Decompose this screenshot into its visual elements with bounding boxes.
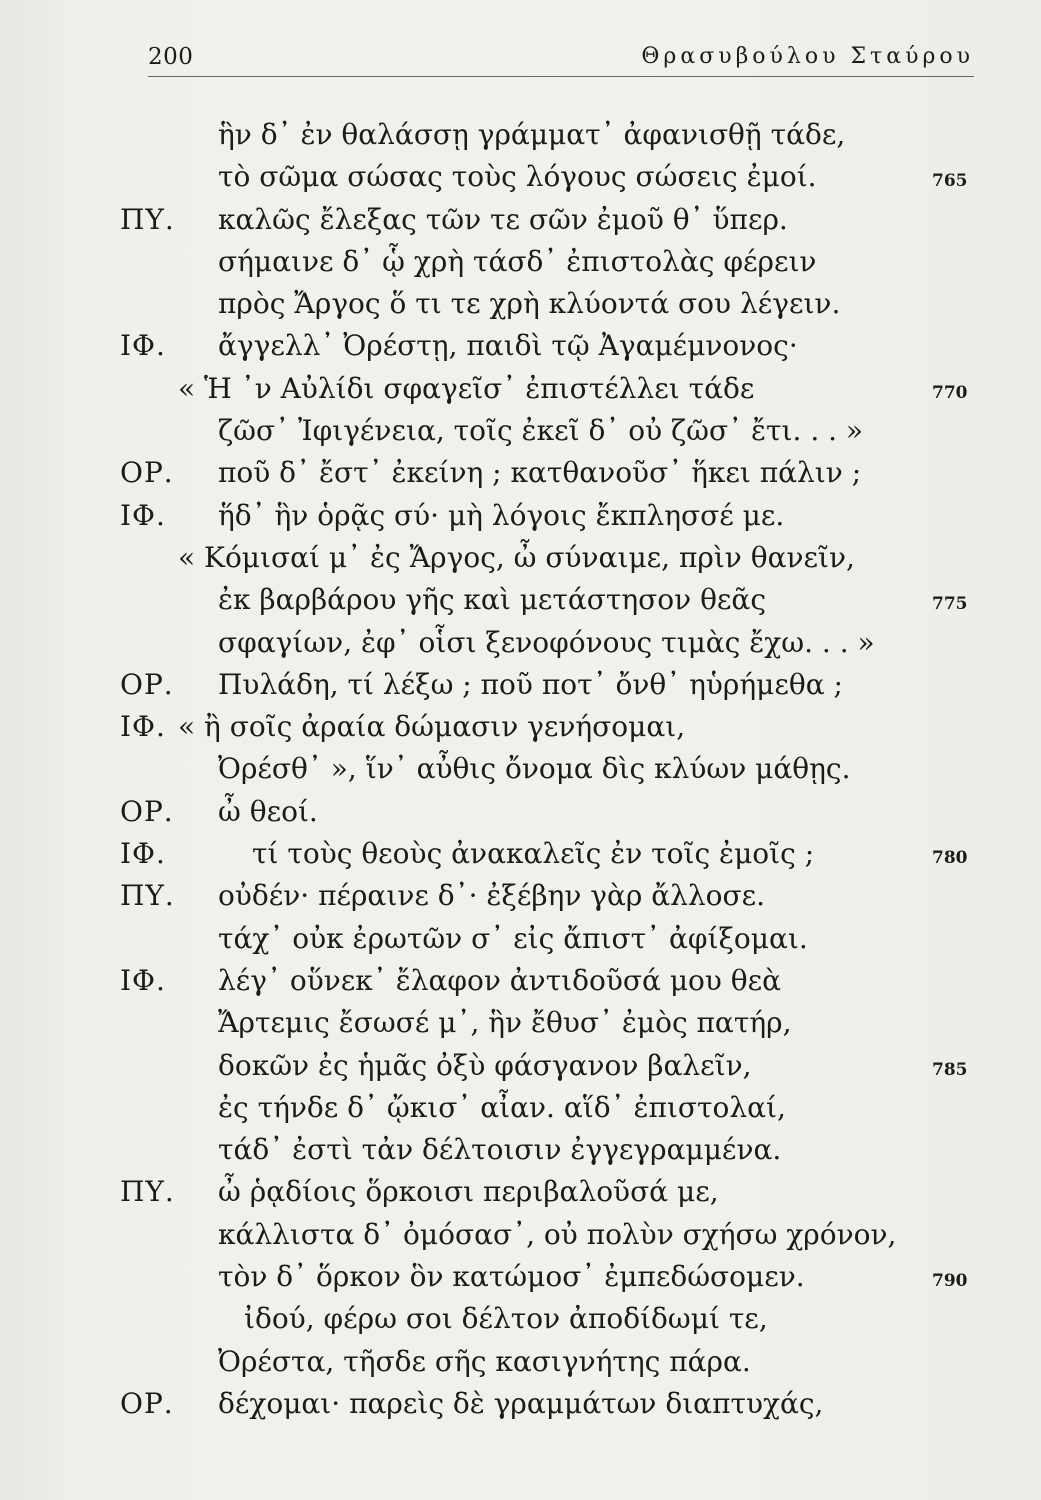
verse-line: [0, 664, 1041, 706]
verse-text-line: τὸ σῶμα σώσας τοὺς λόγους σώσεις ἐμοί.: [218, 160, 817, 194]
verse-text-line: « Ἡ ᾽ν Αὐλίδι σφαγεῖσ᾽ ἐπιστέλλει τάδε: [178, 371, 755, 405]
verse-text-line: σήμαινε δ᾽ ᾧ χρὴ τάσδ᾽ ἐπιστολὰς φέρειν: [218, 244, 817, 278]
verse-text-line: τί τοὺς θεοὺς ἀνακαλεῖς ἐν τοῖς ἐμοῖς ;: [252, 837, 815, 871]
verse-text-line: ποῦ δ᾽ ἔστ᾽ ἐκείνη ; κατθανοῦσ᾽ ἥκει πάλιν ;: [218, 456, 862, 490]
running-title: Θρασυβούλου Σταύρου: [641, 44, 974, 69]
speaker-label: ΠΥ.: [120, 202, 175, 236]
verse-line: [0, 495, 1041, 537]
page-number: 200: [148, 44, 194, 70]
line-number: 775: [932, 594, 968, 615]
verse-text-line: ἄγγελλ᾽ Ὀρέστῃ, παιδὶ τῷ Ἀγαμέμνονος·: [218, 329, 798, 363]
line-number: 770: [932, 382, 968, 403]
verse-text-line: ὦ θεοί.: [218, 794, 318, 828]
speaker-label: ΠΥ.: [120, 1175, 175, 1209]
verse-line: [0, 1171, 1041, 1213]
verse-text-line: ζῶσ᾽ Ἰφιγένεια, τοῖς ἐκεῖ δ᾽ οὐ ζῶσ᾽ ἔτι. . . »: [218, 414, 864, 448]
speaker-label: ΙΦ.: [120, 963, 166, 997]
verse-text-line: ἐκ βαρβάρου γῆς καὶ μετάστησον θεᾶς: [218, 583, 767, 617]
verse-line: [0, 1129, 1041, 1171]
speaker-label: ΟΡ.: [120, 1386, 174, 1420]
verse-line: [0, 114, 1041, 156]
verse-line: [0, 452, 1041, 494]
speaker-label: ΙΦ.: [120, 329, 166, 363]
verse-text: [0, 114, 1041, 1425]
verse-text-line: ἣν δ᾽ ἐν θαλάσσῃ γράμματ᾽ ἀφανισθῇ τάδε,: [218, 118, 846, 151]
line-number: 790: [932, 1271, 968, 1292]
verse-line: [0, 579, 1041, 621]
verse-text-line: δοκῶν ἐς ἡμᾶς ὀξὺ φάσγανον βαλεῖν,: [218, 1048, 752, 1082]
speaker-label: ΟΡ.: [120, 667, 174, 701]
verse-line: [0, 1383, 1041, 1425]
verse-text-line: Ὀρέσθ᾽ », ἵν᾽ αὖθις ὄνομα δὶς κλύων μάθῃς.: [218, 752, 851, 786]
verse-line: [0, 960, 1041, 1002]
verse-line: [0, 791, 1041, 833]
speaker-label: ΟΡ.: [120, 456, 174, 490]
line-number: 765: [932, 171, 968, 192]
verse-line: [0, 537, 1041, 579]
speaker-label: ΠΥ.: [120, 879, 175, 913]
verse-line: [0, 748, 1041, 790]
verse-text-line: ἰδού, φέρω σοι δέλτον ἀποδίδωμί τε,: [244, 1302, 768, 1336]
verse-text-line: κάλλιστα δ᾽ ὀμόσασ᾽, οὐ πολὺν σχήσω χρόνον,: [218, 1217, 897, 1251]
speaker-label: ΟΡ.: [120, 794, 174, 828]
verse-text-line: ἥδ᾽ ἣν ὁρᾷς σύ· μὴ λόγοις ἔκπλησσέ με.: [218, 498, 785, 532]
verse-line: [0, 875, 1041, 917]
verse-text-line: τάδ᾽ ἐστὶ τἀν δέλτοισιν ἐγγεγραμμένα.: [218, 1133, 782, 1167]
verse-text-line: ἐς τήνδε δ᾽ ᾤκισ᾽ αἶαν. αἵδ᾽ ἐπιστολαί,: [218, 1090, 786, 1124]
verse-line: [0, 1298, 1041, 1340]
verse-text-line: Ἄρτεμις ἔσωσέ μ᾽, ἣν ἔθυσ᾽ ἐμὸς πατήρ,: [218, 1006, 792, 1040]
header-rule: [148, 76, 974, 77]
verse-text-line: οὐδέν· πέραινε δ᾽· ἐξέβην γὰρ ἄλλοσε.: [218, 879, 766, 913]
speaker-label: ΙΦ.: [120, 837, 166, 871]
verse-line: [0, 283, 1041, 325]
speaker-label: ΙΦ.: [120, 710, 166, 744]
verse-text-line: τάχ᾽ οὐκ ἐρωτῶν σ᾽ εἰς ἄπιστ᾽ ἀφίξομαι.: [218, 921, 808, 955]
verse-line: [0, 368, 1041, 410]
verse-text-line: Ὀρέστα, τῆσδε σῆς κασιγνήτης πάρα.: [218, 1344, 751, 1378]
verse-line: [0, 1087, 1041, 1129]
speaker-label: ΙΦ.: [120, 498, 166, 532]
verse-text-line: πρὸς Ἄργος ὅ τι τε χρὴ κλύοντά σου λέγειν.: [218, 287, 841, 321]
verse-line: [0, 1045, 1041, 1087]
verse-text-line: ὦ ῥᾳδίοις ὅρκοισι περιβαλοῦσά με,: [218, 1175, 719, 1209]
verse-line: [0, 199, 1041, 241]
verse-text-line: καλῶς ἔλεξας τῶν τε σῶν ἐμοῦ θ᾽ ὕπερ.: [218, 202, 788, 236]
verse-line: [0, 1256, 1041, 1298]
line-number: 780: [932, 848, 968, 869]
verse-line: [0, 410, 1041, 452]
verse-line: [0, 1341, 1041, 1383]
verse-line: [0, 622, 1041, 664]
verse-line: [0, 1214, 1041, 1256]
line-number: 785: [932, 1059, 968, 1080]
verse-line: [0, 325, 1041, 367]
verse-line: [0, 833, 1041, 875]
verse-line: [0, 706, 1041, 748]
verse-line: [0, 918, 1041, 960]
verse-line: [0, 156, 1041, 198]
verse-line: [0, 1002, 1041, 1044]
verse-text-line: λέγ᾽ οὕνεκ᾽ ἔλαφον ἀντιδοῦσά μου θεὰ: [218, 963, 782, 997]
verse-text-line: Πυλάδη, τί λέξω ; ποῦ ποτ᾽ ὄνθ᾽ ηὑρήμεθα ;: [218, 667, 843, 701]
verse-text-line: « Κόμισαί μ᾽ ἐς Ἄργος, ὦ σύναιμε, πρὶν θανεῖν,: [178, 540, 855, 574]
verse-text-line: τὸν δ᾽ ὅρκον ὃν κατώμοσ᾽ ἐμπεδώσομεν.: [218, 1260, 805, 1294]
verse-text-line: δέχομαι· παρεὶς δὲ γραμμάτων διαπτυχάς,: [218, 1386, 824, 1420]
verse-text-line: « ἢ σοῖς ἀραία δώμασιν γενήσομαι,: [178, 710, 686, 744]
verse-text-line: σφαγίων, ἐφ᾽ οἷσι ξενοφόνους τιμὰς ἔχω. . . »: [218, 625, 875, 659]
page-header: [148, 40, 974, 80]
verse-line: [0, 241, 1041, 283]
